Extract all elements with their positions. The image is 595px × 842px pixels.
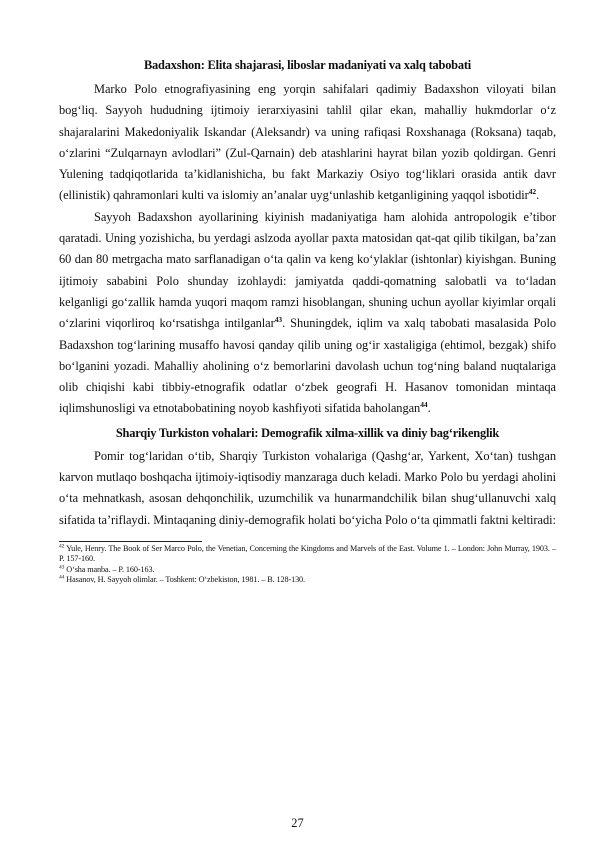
paragraph-text: Marko Polo etnografiyasining eng yorqin sahifalari qadimiy Badaxshon viloyati bilan bog‘liq. Sayyoh hududning ijtimoiy ierarxiyasini tahlil qilar ekan, mahalliy hukmdorlar o‘z shajaralarini Makedoniyalik Iskandar (Aleksandr) va uning rafiqasi Roxshanaga (Roksana) taqab, o‘zlarini “Zulqarnayn avlodlari” (Zul-Qarnain) deb atashlarini hayrat bilan yozib qoldirgan. Genri Yulening tadqiqotlarida ta’kidlanishicha, bu fakt Markaziy Osiyo tog‘liklari orasida antik davr (ellinistik) qahramonlari kulti va islomiy an’analar uyg‘unlashib ketganligining yaqqol isbotidir	[59, 82, 556, 203]
footnote-ref-44[interactable]: 44	[420, 400, 428, 410]
footnote-divider	[59, 541, 202, 542]
footnote-ref-43[interactable]: 43	[274, 315, 283, 325]
footnote-42	[59, 544, 556, 565]
section-heading-sharqiy-turkiston: Sharqiy Turkiston vohalari: Demografik xilma-xillik va diniy bag‘rikenglik	[115, 425, 500, 440]
section-heading-badaxshon: Badaxshon: Elita shajarasi, liboslar madaniyati va xalq tabobati	[143, 58, 472, 72]
paragraph-text: . Shuningdek, iqlim va xalq tabobati masalasida Polo Badaxshon tog‘larining musaffo havosi qanday qilib uning og‘ir xastaligiga (ehtimol, bezgak) shifo bo‘lganini yozadi. Mahalliy aholining o‘z bemorlarini davolash uchun tog‘ning baland nuqtalariga olib chiqishi kabi tibbiy-etnografik odatlar o‘zbek geografi H. Hasanov tomonidan mintaqa iqlimshunosligi va etnotabobatining noyob kashfiyoti sifatida baholangan	[59, 316, 556, 416]
footnote-44	[59, 575, 556, 585]
footnote-number: 42	[59, 543, 65, 550]
footnote-text: O‘sha manba. – P. 160-163.	[64, 564, 155, 574]
paragraph-badaxshon-clothing: Sayyoh Badaxshon ayollarining kiyinish madaniyatiga ham alohida antropologik e’tibor qaratadi. Uning yozishicha, bu yerdagi aslzoda ayollar paxta matosidan qat-qat qilib tikilgan, ba’zan 60 dan 80 metrgacha mato sarflanadigan o‘ta qalin va keng ko‘ylaklar (ishtonlar) kiyishgan. Buning ijtimoiy sababini Polo shunday izohlaydi: jamiyatda qaddi-qomatning salobatli va to‘ladan kelganligi go‘zallik hamda yuqori maqom ramzi hisoblangan, shuning uchun ayollar kiyimlar orqali o‘zlarini viqorliroq ko‘rsatishga intilganlar$^{43}$. Shuningdek, iqlim va xalq tabobati masalasida Polo Badaxshon tog‘larining musaffo havosi qanday qilib uning og‘ir xastaligiga (ehtimol, bezgak) shifo bo‘lganini yozadi. Mahalliy aholining o‘z bemorlarini davolash uchun tog‘ning baland nuqtalariga olib chiqishi kabi tibbiy-etnografik odatlar o‘zbek geografi H. Hasanov tomonidan mintaqa iqlimshunosligi va etnotabobatining noyob kashfiyoti sifatida baholangan$^{44}$.	[59, 209, 556, 416]
paragraph-text: Sayyoh Badaxshon ayollarining kiyinish madaniyatiga ham alohida antropologik e’tibor qaratadi. Uning yozishicha, bu yerdagi aslzoda ayollar paxta matosidan qat-qat qilib tikilgan, ba’zan 60 dan 80 metrgacha mato sarflanadigan o‘ta qalin va keng ko‘ylaklar (ishtonlar) kiyishgan. Buning ijtimoiy sababini Polo shunday izohlaydi: jamiyatda qaddi-qomatning salobatli va to‘ladan kelganligi go‘zallik hamda yuqori maqom ramzi hisoblangan, shuning uchun ayollar kiyimlar orqali o‘zlarini viqorliroq ko‘rsatishga intilganlar	[59, 209, 556, 331]
page-number: 27	[291, 816, 304, 830]
paragraph-badaxshon-elite: Marko Polo etnografiyasining eng yorqin sahifalari qadimiy Badaxshon viloyati bilan bog‘liq. Sayyoh hududning ijtimoiy ierarxiyasini tahlil qilar ekan, mahalliy hukmdorlar o‘z shajaralarini Makedoniyalik Iskandar (Aleksandr) va uning rafiqasi Roxshanaga (Roksana) taqab, o‘zlarini “Zulqarnayn avlodlari” (Zul-Qarnain) deb atashlarini hayrat bilan yozib qoldirgan. Genri Yulening tadqiqotlarida ta’kidlanishicha, bu fakt Markaziy Osiyo tog‘liklari orasida antik davr (ellinistik) qahramonlari kulti va islomiy an’analar uyg‘unlashib ketganligining yaqqol isbotidir$^{42}$.	[59, 82, 556, 203]
footnote-text: Hasanov, H. Sayyoh olimlar. – Toshkent: O‘zbekiston, 1981. – B. 128-130.	[64, 575, 305, 585]
paragraph-turkiston-oases: Pomir tog‘laridan o‘tib, Sharqiy Turkiston vohalariga (Qashg‘ar, Yarkent, Xo‘tan) tushgan karvon mutlaqo boshqacha ijtimoiy-iqtisodiy manzaraga duch keladi. Marko Polo bu yerdagi aholini o‘ta mehnatkash, asosan dehqonchilik, uzumchilik va hunarmandchilik bilan shug‘ullanuvchi xalq sifatida ta’riflaydi. Mintaqaning diniy-demografik holati bo‘yicha Polo o‘ta qimmatli faktni keltiradi:	[59, 448, 556, 527]
footnote-43	[59, 565, 556, 575]
footnote-number: 44	[59, 574, 65, 581]
footnote-text: Yule, Henry. The Book of Ser Marco Polo, the Venetian, Concerning the Kingdoms and Marvels of the East. Volume 1. – London: John Murray, 1903. – P. 157-160.	[59, 543, 556, 564]
footnote-number: 43	[59, 564, 65, 571]
footnote-ref-42[interactable]: 42	[528, 187, 537, 197]
